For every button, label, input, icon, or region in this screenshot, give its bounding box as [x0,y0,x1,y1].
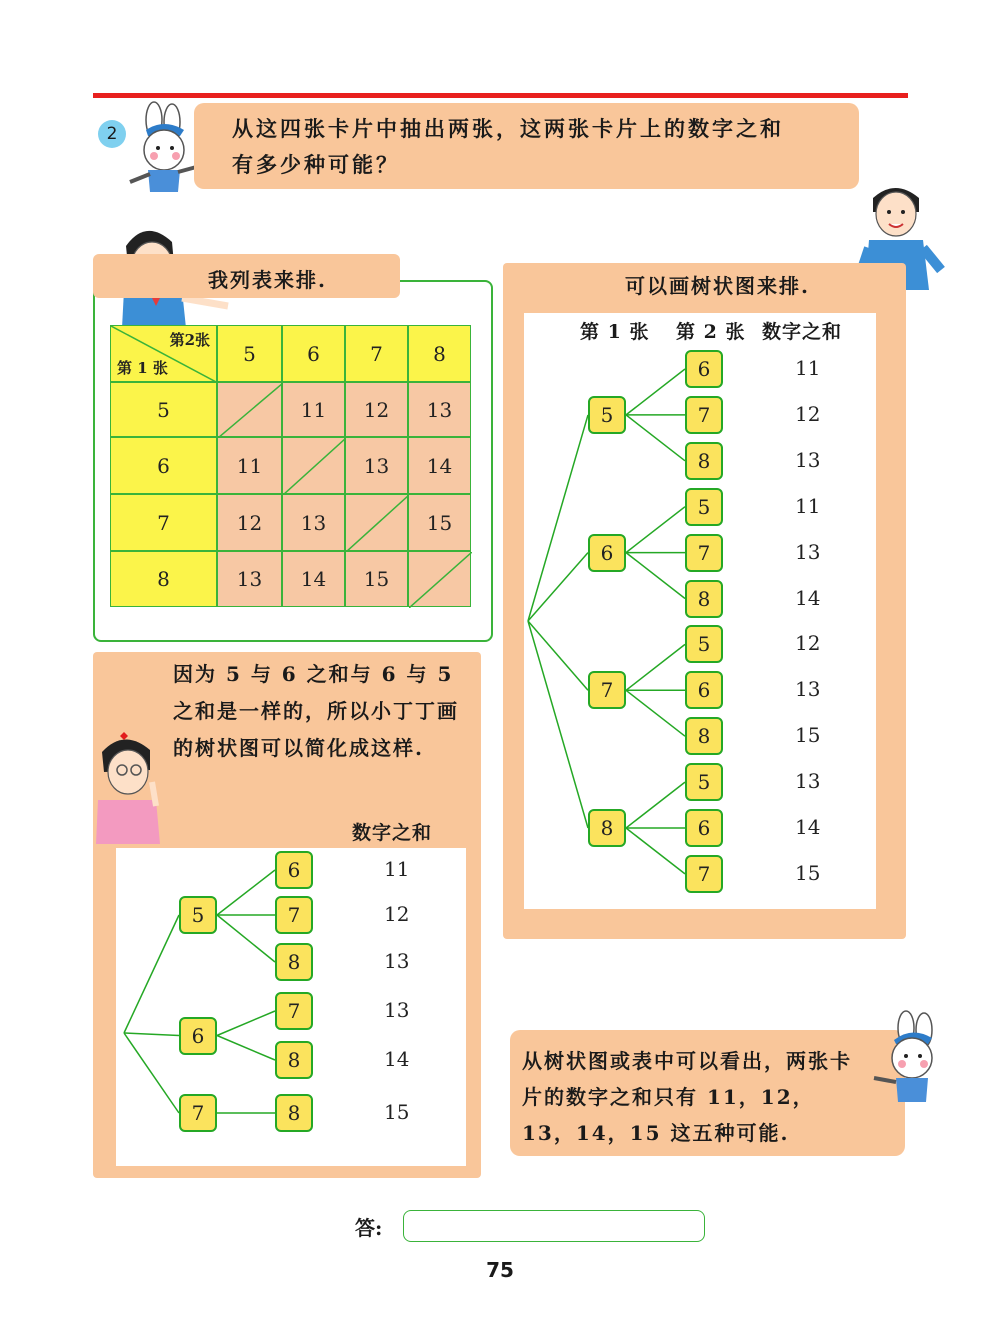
tree-second-card: 8 [685,717,723,755]
tree-sum-value: 11 [795,493,821,518]
simplified-sum-value: 14 [384,1047,410,1071]
table-col-header: 8 [408,325,471,382]
table-col-axis-label: 第2张 [169,331,210,349]
simplified-branch [217,870,275,915]
problem-number-badge: 2 [98,120,126,148]
simplified-sum-value: 11 [384,857,410,881]
simplified-second-card: 6 [275,851,313,889]
tree-second-card: 6 [685,809,723,847]
tree-second-card: 8 [685,580,723,618]
table-speech-text: 我列表来排. [208,268,327,292]
simplified-second-card: 7 [275,896,313,934]
table-row-header: 5 [110,382,217,437]
tree-header-first: 第 1 张 [580,321,650,343]
tree-second-card: 7 [685,534,723,572]
table-cell: 12 [217,494,282,551]
tree-sum-value: 12 [795,401,821,426]
tree-first-card: 7 [588,671,626,709]
tree-sum-value: 14 [795,815,821,839]
simplified-explanation: 因为 5 与 6 之和与 6 与 5 之和是一样的，所以小丁丁画的树状图可以简化成这样. [173,662,459,760]
tree-sum-value: 11 [795,356,821,380]
tree-speech-text: 可以画树状图来排. [625,274,810,298]
tree-sum-value: 13 [795,539,821,564]
rabbit-illustration-2 [866,1010,956,1105]
tree-second-card: 7 [685,396,723,434]
answer-label: 答: [355,1216,383,1240]
tree-sum-value: 13 [795,769,821,794]
simplified-sum-value: 13 [384,949,410,973]
simplified-second-card: 8 [275,943,313,981]
table-cell: 13 [282,494,345,551]
table-col-header: 5 [217,325,282,382]
conclusion-text: 从树状图或表中可以看出，两张卡片的数字之和只有 11，12，13，14，15 这五种可能. [522,1049,852,1145]
simplified-branch [217,1036,275,1061]
answer-input[interactable] [403,1210,705,1242]
tree-first-card: 5 [588,396,626,434]
tree-second-card: 7 [685,855,723,893]
simplified-first-card: 5 [179,896,217,934]
table-cell: 14 [408,437,471,494]
simplified-root-branch [124,1033,179,1036]
tree-sum-value: 15 [795,723,821,748]
table-cell: 12 [345,382,408,437]
tree-second-card: 8 [685,442,723,480]
tree-sum-value: 15 [795,860,821,885]
table-cell: 11 [217,437,282,494]
page-number: 75 [486,1258,514,1282]
tree-header-second: 第 2 张 [676,321,746,343]
tree-sum-value: 13 [795,447,821,472]
simplified-sum-value: 13 [384,998,410,1022]
tree-second-card: 6 [685,350,723,388]
table-cell: 15 [408,494,471,551]
simplified-branch [217,915,275,962]
tree-second-card: 5 [685,763,723,801]
table-cell: 11 [282,382,345,437]
simplified-first-card: 7 [179,1094,217,1132]
tree-second-card: 6 [685,671,723,709]
table-row-header: 6 [110,437,217,494]
simplified-second-card: 8 [275,1094,313,1132]
table-cell: 15 [345,551,408,607]
simplified-header-sum: 数字之和 [352,822,433,844]
tree-sum-value: 13 [795,677,821,702]
tree-header-sum: 数字之和 [762,321,843,343]
table-cell: 13 [345,437,408,494]
table-col-header: 7 [345,325,408,382]
table-row-header: 8 [110,551,217,607]
problem-text-line2: 有多少种可能？ [232,152,400,177]
simplified-branch [217,1011,275,1036]
table-row-axis-label: 第 1 张 [117,359,168,377]
tree-first-card: 8 [588,809,626,847]
simplified-first-card: 6 [179,1017,217,1055]
table-cell: 13 [408,382,471,437]
simplified-root-branch [124,915,179,1033]
table-col-header: 6 [282,325,345,382]
table-cell: 14 [282,551,345,607]
table-cell: 13 [217,551,282,607]
tree-sum-value: 12 [795,631,821,656]
tree-sum-value: 14 [795,585,821,610]
simplified-second-card: 8 [275,1041,313,1079]
simplified-sum-value: 15 [384,1100,410,1124]
simplified-sum-value: 12 [384,902,410,926]
tree-first-card: 6 [588,534,626,572]
tree-second-card: 5 [685,625,723,663]
simplified-second-card: 7 [275,992,313,1030]
problem-text-line1: 从这四张卡片中抽出两张，这两张卡片上的数字之和 [232,116,784,141]
table-row-header: 7 [110,494,217,551]
tree-second-card: 5 [685,488,723,526]
simplified-root-branch [124,1033,179,1113]
